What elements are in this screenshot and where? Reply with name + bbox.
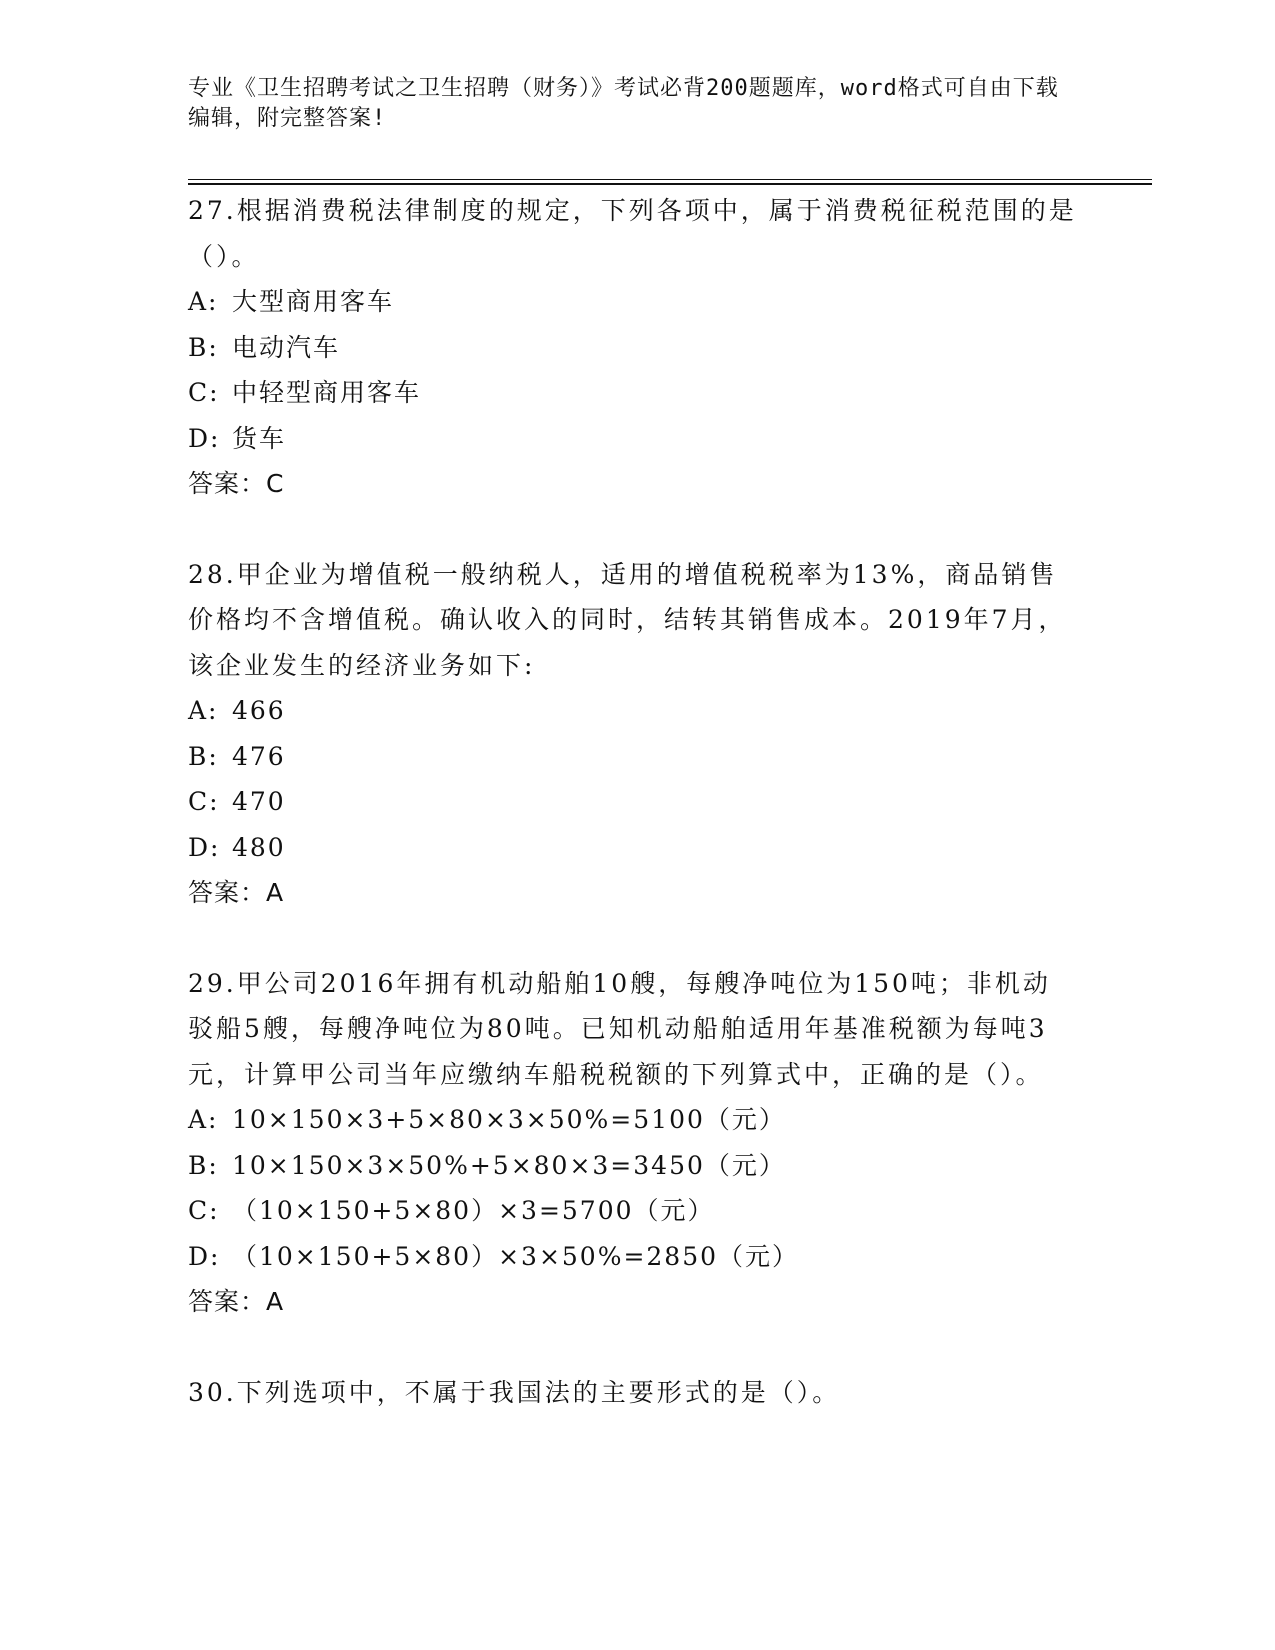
question-text: 30.下列选项中，不属于我国法的主要形式的是（）。 bbox=[188, 1377, 841, 1407]
question-30 bbox=[188, 1370, 1078, 1416]
question-list bbox=[188, 188, 1078, 1415]
question-spacer bbox=[188, 507, 1078, 552]
option-key: A: bbox=[188, 1105, 219, 1134]
question-spacer bbox=[188, 916, 1078, 961]
option-text: 电动汽车 bbox=[232, 332, 341, 362]
option-key: C: bbox=[188, 378, 220, 407]
option-text: 470 bbox=[232, 787, 286, 816]
question-27 bbox=[188, 188, 1078, 507]
option-text: 10×150×3×50%+5×80×3=3450（元） bbox=[232, 1150, 786, 1180]
option-key: D: bbox=[188, 423, 221, 453]
option-key: A: bbox=[188, 287, 219, 316]
option-key: C: bbox=[188, 1196, 220, 1225]
option-a bbox=[188, 1097, 1078, 1143]
option-text: 10×150×3+5×80×3×50%=5100（元） bbox=[232, 1105, 786, 1134]
answer-line: 答案：C bbox=[188, 469, 285, 498]
option-key: B: bbox=[188, 741, 219, 771]
option-key: B: bbox=[188, 1150, 219, 1180]
option-text: 中轻型商用客车 bbox=[232, 378, 422, 407]
option-key: D: bbox=[188, 1241, 221, 1271]
answer-line: 答案：A bbox=[188, 878, 285, 907]
option-a bbox=[188, 279, 1078, 325]
option-key: B: bbox=[188, 332, 219, 362]
option-b bbox=[188, 1143, 1078, 1189]
option-text: 480 bbox=[232, 832, 286, 862]
question-29 bbox=[188, 961, 1078, 1325]
option-text: （10×150+5×80）×3×50%=2850（元） bbox=[232, 1241, 800, 1271]
option-c bbox=[188, 370, 1078, 416]
option-d bbox=[188, 1234, 1078, 1280]
option-text: 大型商用客车 bbox=[232, 287, 395, 316]
option-a bbox=[188, 688, 1078, 734]
option-b bbox=[188, 325, 1078, 371]
option-d bbox=[188, 416, 1078, 462]
option-text: 466 bbox=[232, 696, 286, 725]
question-28 bbox=[188, 552, 1078, 916]
option-b bbox=[188, 734, 1078, 780]
option-text: （10×150+5×80）×3=5700（元） bbox=[232, 1196, 715, 1225]
option-text: 476 bbox=[232, 741, 286, 771]
option-key: A: bbox=[188, 696, 219, 725]
header-rule-thin bbox=[188, 179, 1152, 180]
question-spacer bbox=[188, 1325, 1078, 1370]
option-key: D: bbox=[188, 832, 221, 862]
option-c bbox=[188, 1188, 1078, 1234]
question-text: 29.甲公司2016年拥有机动船舶10艘，每艘净吨位为150吨；非机动驳船5艘，每艘净吨位为80吨。已知机动船舶适用年基准税额为每吨3元，计算甲公司当年应缴纳车船税税额的下列算式中，正确的是（）。 bbox=[188, 968, 1051, 1089]
option-c bbox=[188, 779, 1078, 825]
question-text: 28.甲企业为增值税一般纳税人，适用的增值税税率为13%，商品销售价格均不含增值税。确认收入的同时，结转其销售成本。2019年7月，该企业发生的经济业务如下: bbox=[188, 559, 1067, 680]
header-rule-thick bbox=[188, 183, 1152, 185]
option-text: 货车 bbox=[232, 423, 287, 453]
question-text: 27.根据消费税法律制度的规定，下列各项中，属于消费税征税范围的是（）。 bbox=[188, 196, 1077, 271]
header-note: 专业《卫生招聘考试之卫生招聘（财务）》考试必背200题题库，word格式可自由下载编辑，附完整答案! bbox=[188, 76, 1059, 131]
option-d bbox=[188, 825, 1078, 871]
answer-line: 答案：A bbox=[188, 1287, 285, 1316]
option-key: C: bbox=[188, 787, 220, 816]
